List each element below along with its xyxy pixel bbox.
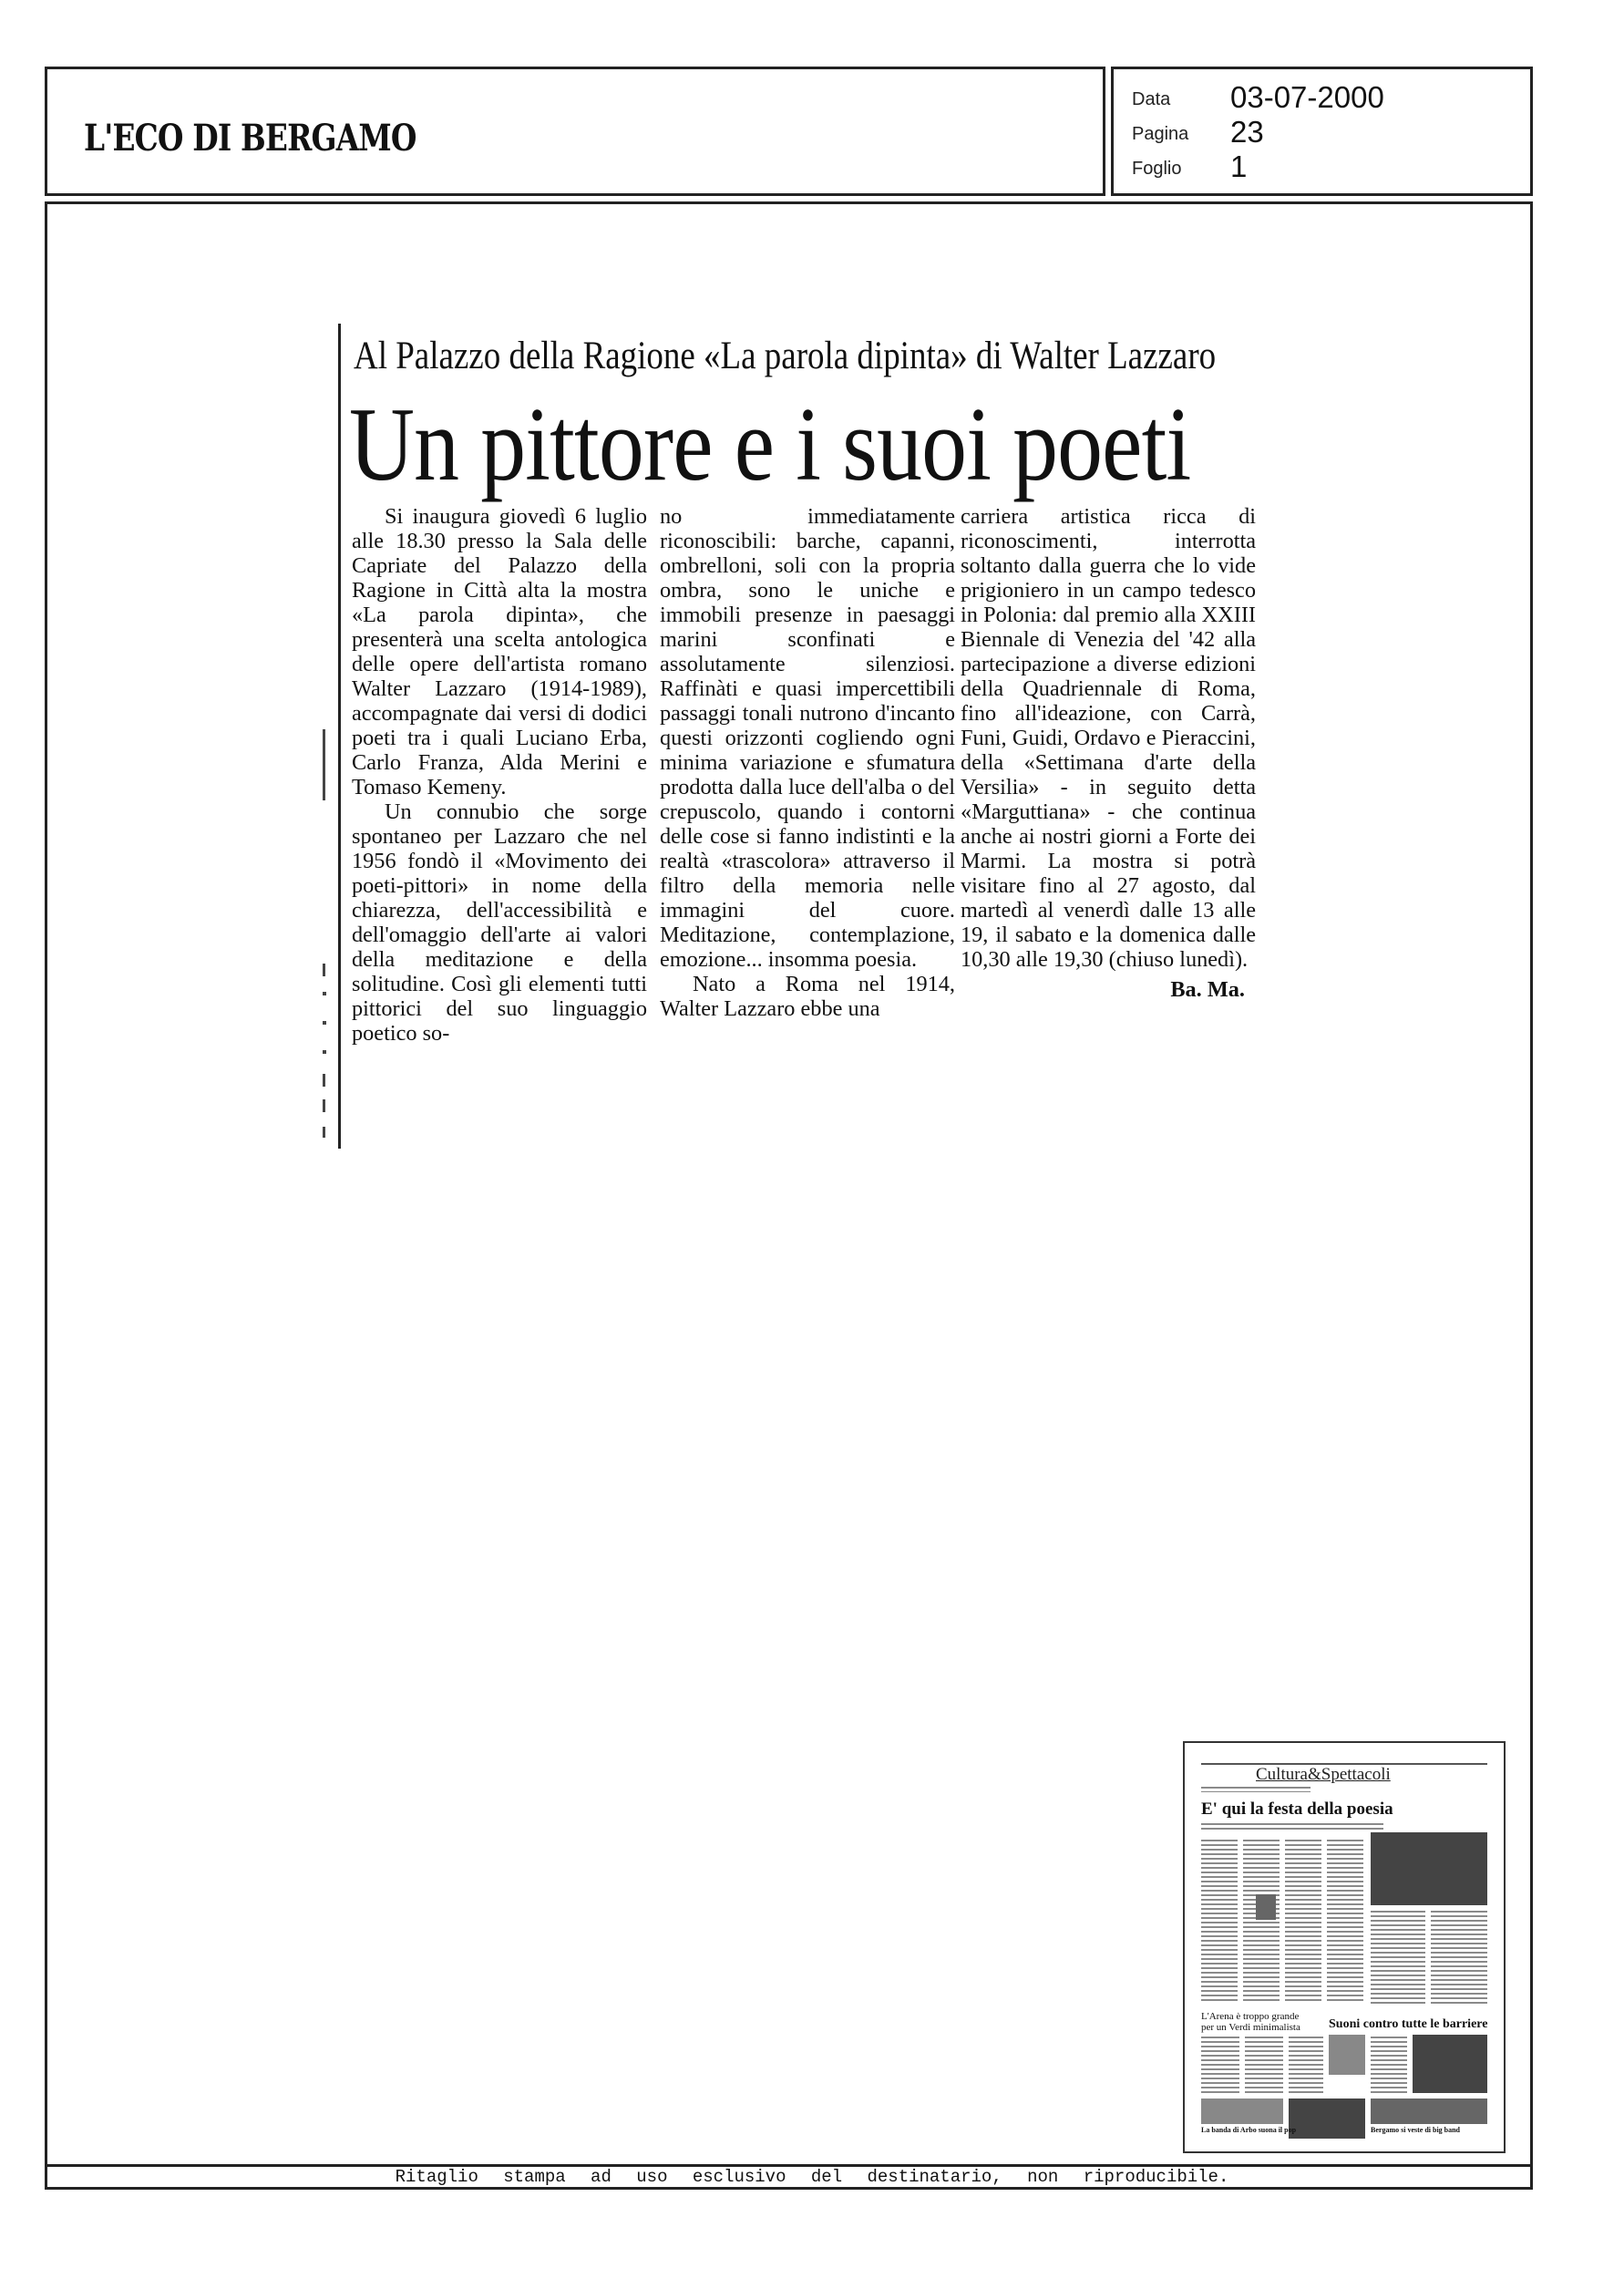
thumbnail-page: [1201, 1758, 1487, 2140]
thumbnail-photo: [1371, 2099, 1487, 2124]
sheet-label: Foglio: [1132, 159, 1182, 179]
margin-mark: [323, 1099, 325, 1112]
thumbnail-text: [1327, 1840, 1363, 2004]
thumbnail-caption-right: Bergamo si veste di big band: [1371, 2126, 1461, 2134]
article-kicker: Al Palazzo della Ragione «La parola dipinta» di Walter Lazzaro: [354, 335, 1217, 377]
thumbnail-photo: [1256, 1894, 1276, 1920]
thumbnail-photo: [1371, 1832, 1487, 1905]
thumbnail-text: [1243, 1840, 1280, 2004]
article-left-rule: [338, 324, 341, 1149]
page-value: 23: [1230, 115, 1264, 149]
margin-mark: [323, 1127, 325, 1138]
thumbnail-text: [1371, 1911, 1425, 2004]
page-thumbnail: [1183, 1741, 1506, 2153]
thumbnail-text: [1201, 1840, 1238, 2004]
margin-dot: [323, 992, 326, 995]
thumbnail-text: [1201, 1823, 1383, 1832]
thumbnail-caption-left: La banda di Arbo suona il pop: [1201, 2126, 1297, 2134]
margin-dot: [323, 1050, 326, 1054]
date-label: Data: [1132, 89, 1171, 109]
footer-disclaimer: Ritaglio stampa ad uso esclusivo del destinatario, non riproducibile.: [395, 2167, 1229, 2187]
thumbnail-photo: [1413, 2035, 1487, 2093]
thumbnail-text: [1201, 1787, 1311, 1792]
sheet-value: 1: [1230, 150, 1248, 183]
article-headline: Un pittore e i suoi poeti: [349, 387, 1191, 503]
clipping-meta-box: [1111, 67, 1533, 196]
paragraph: Nato a Roma nel 1914, Walter Lazzaro ebbe una: [660, 972, 955, 1021]
newspaper-masthead: L'ECO DI BERGAMO: [84, 117, 416, 160]
thumbnail-text: [1245, 2037, 1283, 2093]
margin-mark: [323, 1074, 325, 1087]
thumbnail-photo: [1201, 2099, 1283, 2124]
thumbnail-subhead-right: Suoni contro tutte le barriere: [1329, 2017, 1488, 2031]
margin-mark: [323, 729, 325, 800]
thumbnail-text: [1285, 1840, 1321, 2004]
thumbnail-text: [1371, 2037, 1407, 2093]
article-column-3: [961, 504, 1256, 1002]
thumbnail-text: [1201, 2037, 1239, 2093]
thumbnail-photo: [1289, 2099, 1365, 2139]
thumbnail-section-title: Cultura&Spettacoli: [1256, 1765, 1391, 1784]
date-value: 03-07-2000: [1230, 80, 1384, 114]
thumbnail-text: [1289, 2037, 1323, 2093]
margin-mark: [323, 964, 325, 976]
page-label: Pagina: [1132, 124, 1189, 144]
author-signature: Ba. Ma.: [1170, 977, 1245, 1002]
paragraph: no immediatamente riconoscibili: barche, capanni, ombrelloni, soli con la propria ombra, sono le uniche e immobili presenze in paesaggi marini sconfinati e assolutamente silenziosi. Raffinàti e quasi impercettibili passaggi tonali nutrono d'incanto questi orizzonti cogliendo ogni minima variazione e sfumatura prodotta dalla luce dell'alba o del crepuscolo, quando i contorni delle cose si fanno indistinti e la realtà «trascolora» attraverso il filtro della memoria nelle immagini del cuore. Meditazione, contemplazione, emozione... insomma poesia.: [660, 504, 955, 972]
article-column-2: [660, 504, 955, 1021]
masthead-box: [45, 67, 1105, 196]
margin-dot: [323, 1021, 326, 1025]
thumbnail-headline: E' qui la festa della poesia: [1201, 1799, 1393, 1819]
thumbnail-text: [1431, 1911, 1487, 2004]
paragraph: Si inaugura giovedì 6 luglio alle 18.30 presso la Sala delle Capriate del Palazzo della Ragione in Città alta la mostra «La parola dipinta», che presenterà una scelta antologica delle opere dell'artista romano Walter Lazzaro (1914-1989), accompagnate dai versi di dodici poeti tra i quali Luciano Erba, Carlo Franza, Alda Merini e Tomaso Kemeny.: [352, 504, 647, 799]
thumbnail-subhead-left: L'Arena è troppo grande per un Verdi minimalista: [1201, 2011, 1300, 2033]
article-column-1: [352, 504, 647, 1046]
paragraph: carriera artistica ricca di riconoscimenti, interrotta soltanto dalla guerra che lo vide prigioniero in un campo tedesco in Polonia: dal premio alla XXIII Biennale di Venezia del '42 alla partecipazione a diverse edizioni della Quadriennale di Roma, fino all'ideazione, con Carrà, Funi, Guidi, Ordavo e Pieraccini, della «Settimana d'arte della Versilia» - in seguito detta «Marguttiana» - che continua anche ai nostri giorni a Forte dei Marmi. La mostra si potrà visitare fino al 27 agosto, dal martedì al venerdì dalle 13 alle 19, il sabato e la domenica dalle 10,30 alle 19,30 (chiuso lunedì).: [961, 504, 1256, 972]
paragraph: Un connubio che sorge spontaneo per Lazzaro che nel 1956 fondò il «Movimento dei poeti-pittori» in nome della chiarezza, dell'accessibilità e dell'omaggio dell'arte ai valori della meditazione e della solitudine. Così gli elementi tutti pittorici del suo linguaggio poetico so-: [352, 799, 647, 1046]
thumbnail-photo: [1329, 2035, 1365, 2075]
